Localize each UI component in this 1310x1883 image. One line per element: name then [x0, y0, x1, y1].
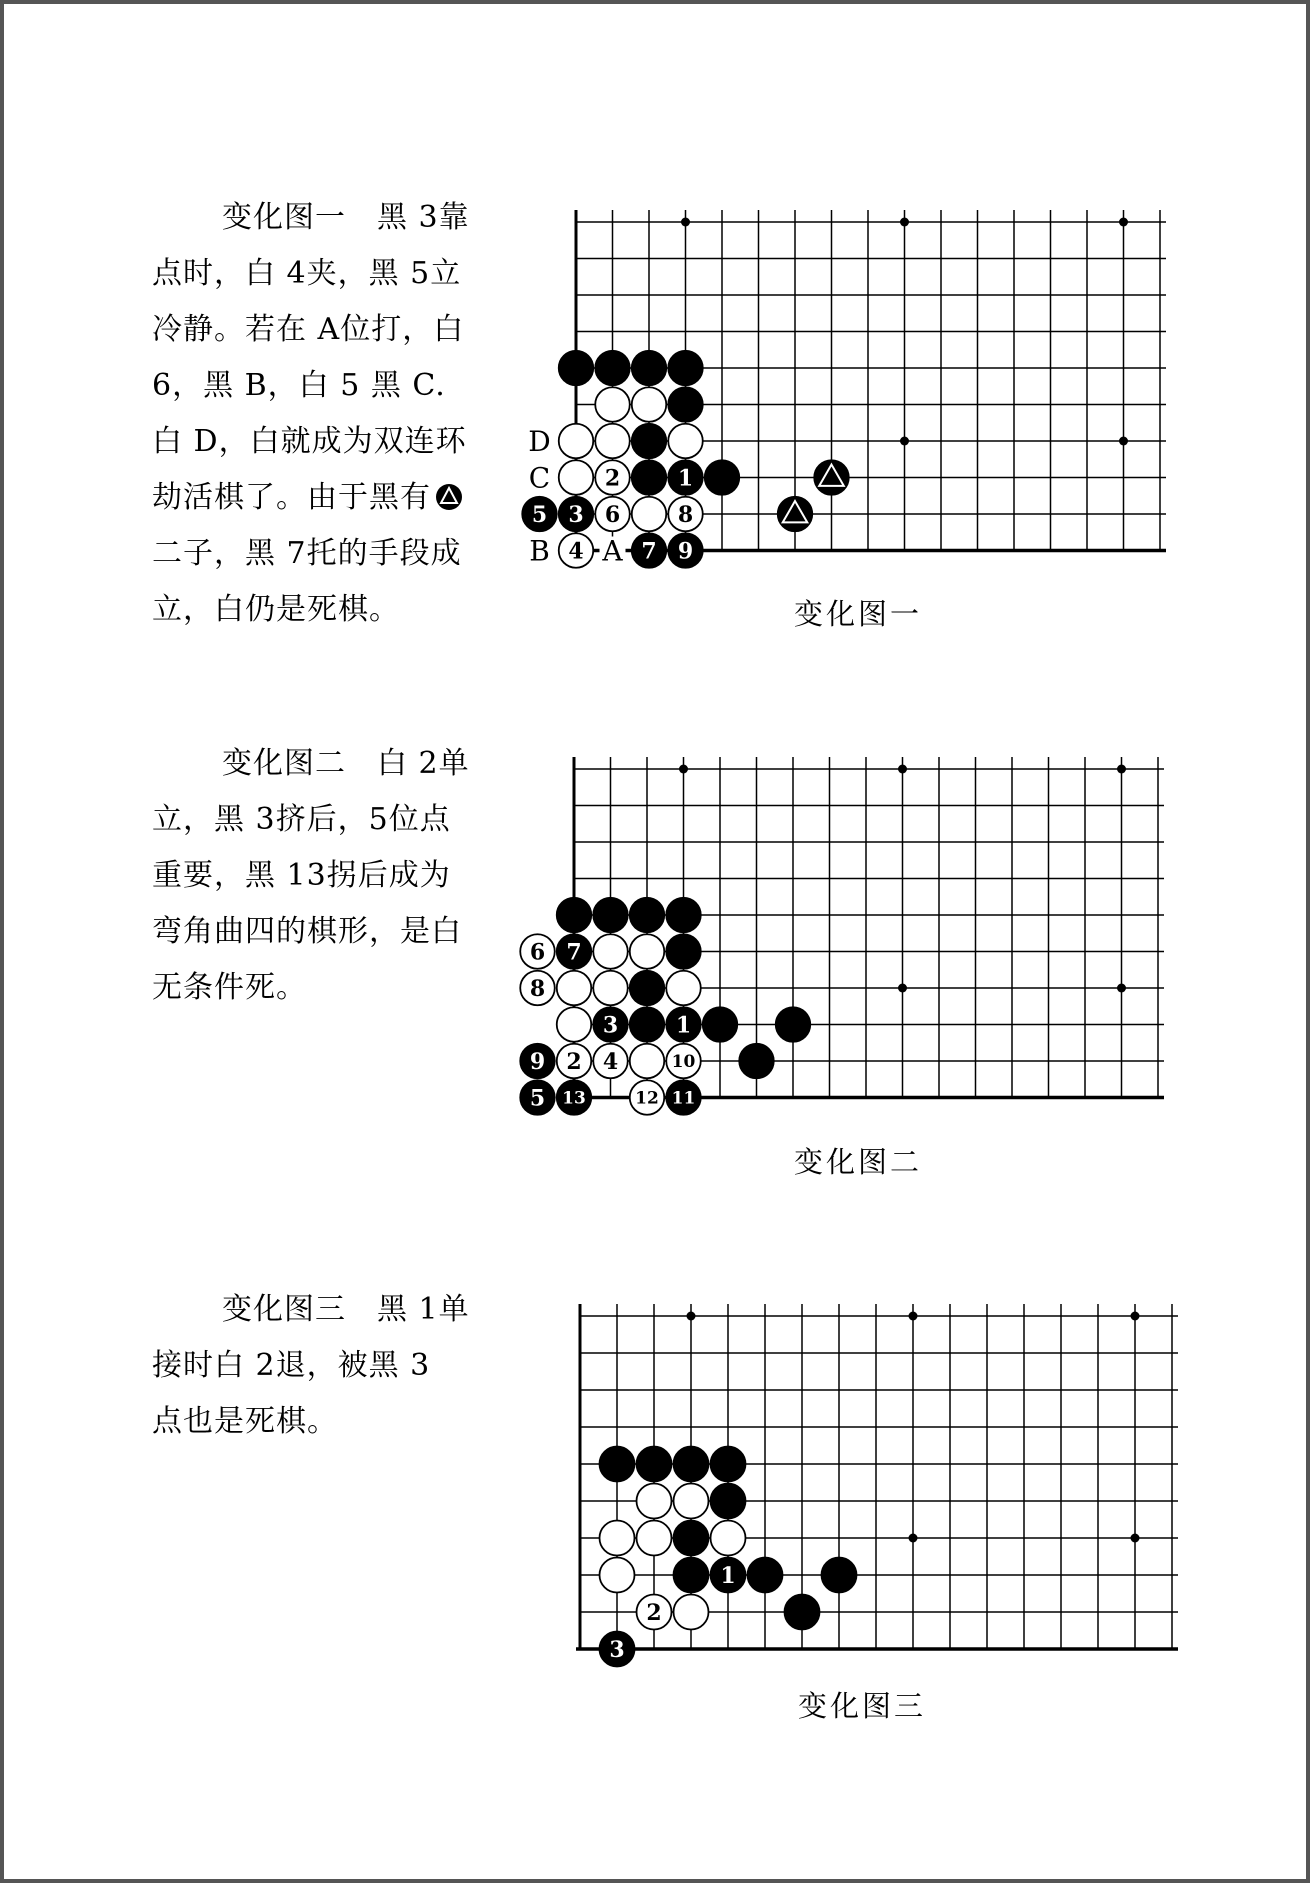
black-stone [666, 1080, 701, 1115]
desc-line: 点时，白 4夹，黑 5立 [152, 256, 462, 291]
svg-text:1: 1 [675, 1012, 692, 1039]
black-stone [668, 351, 703, 386]
star-point [900, 437, 909, 446]
board-letter-marker [527, 425, 553, 458]
black-stone [637, 1447, 672, 1482]
black-stone [666, 898, 701, 933]
black-stone [778, 497, 813, 532]
white-stone [520, 971, 555, 1006]
star-point [687, 1312, 696, 1321]
star-point [909, 1534, 918, 1543]
svg-text:9: 9 [677, 538, 694, 565]
black-stone [785, 1595, 820, 1630]
white-stone [595, 387, 630, 422]
star-point [1117, 984, 1126, 993]
star-point [681, 218, 690, 227]
white-stone [637, 1484, 672, 1519]
black-stone [600, 1632, 635, 1667]
black-stone [674, 1447, 709, 1482]
black-stone [668, 387, 703, 422]
white-stone [637, 1595, 672, 1630]
board-letter-marker [527, 535, 553, 568]
desc-line: 劫活棋了。由于黑有 [152, 470, 512, 526]
white-stone [630, 1044, 665, 1079]
white-stone [637, 1521, 672, 1556]
svg-text:D: D [528, 425, 551, 458]
svg-text:2: 2 [646, 1599, 662, 1626]
black-stone [632, 533, 667, 568]
svg-text:4: 4 [568, 538, 584, 565]
white-stone [595, 460, 630, 495]
black-stone [522, 497, 557, 532]
white-stone [559, 424, 594, 459]
white-stone [557, 971, 592, 1006]
go-board-svg [544, 1286, 1174, 1666]
svg-text:1: 1 [720, 1562, 736, 1589]
diagram-2-caption: 变化图二 [794, 1145, 923, 1179]
white-stone [630, 1080, 665, 1115]
svg-text:13: 13 [562, 1088, 586, 1109]
desc-line: 点也是死棋。 [152, 1404, 338, 1439]
black-stone [739, 1044, 774, 1079]
svg-text:6: 6 [604, 501, 621, 528]
go-board-1 [528, 192, 1164, 576]
black-stone [705, 460, 740, 495]
black-stone [630, 1007, 665, 1042]
white-stone [600, 1558, 635, 1593]
black-stone [703, 1007, 738, 1042]
star-point [898, 765, 907, 774]
desc-line: 白 D，白就成为双连环 [152, 424, 467, 459]
go-board-3 [544, 1286, 1174, 1670]
svg-text:11: 11 [671, 1088, 696, 1109]
svg-text:10: 10 [671, 1052, 696, 1073]
black-stone [557, 1080, 592, 1115]
svg-text:7: 7 [566, 939, 582, 966]
black-stone [748, 1558, 783, 1593]
desc-line: 弯角曲四的棋形，是白 [152, 914, 462, 949]
white-stone [630, 934, 665, 969]
svg-text:7: 7 [641, 538, 657, 565]
white-stone [595, 424, 630, 459]
black-stone [711, 1558, 746, 1593]
desc-line: 变化图一 黑 3靠 [222, 200, 470, 235]
black-stone [557, 934, 592, 969]
svg-text:3: 3 [609, 1636, 625, 1663]
go-board-svg [529, 739, 1164, 1119]
white-stone [557, 1007, 592, 1042]
black-stone [595, 351, 630, 386]
svg-text:3: 3 [568, 501, 584, 528]
star-point [1131, 1312, 1140, 1321]
desc-line: 无条件死。 [152, 970, 307, 1005]
black-stone [630, 898, 665, 933]
white-stone [674, 1484, 709, 1519]
black-stone [632, 351, 667, 386]
svg-text:5: 5 [531, 501, 548, 528]
desc-line: 接时白 2退，被黑 3 [152, 1348, 431, 1383]
svg-text:C: C [528, 461, 551, 495]
diagram-3-description [152, 1282, 512, 1450]
black-stone [776, 1007, 811, 1042]
svg-text:B: B [529, 534, 550, 568]
black-stone [822, 1558, 857, 1593]
white-stone [668, 497, 703, 532]
black-stone [674, 1558, 709, 1593]
svg-text:5: 5 [529, 1085, 546, 1112]
white-stone [674, 1595, 709, 1630]
svg-text:1: 1 [677, 465, 694, 492]
black-stone [668, 533, 703, 568]
star-point [679, 765, 688, 774]
black-stone [666, 934, 701, 969]
svg-text:12: 12 [635, 1088, 659, 1109]
board-letter-marker [527, 462, 553, 495]
black-stone [814, 460, 849, 495]
black-stone [630, 971, 665, 1006]
white-stone [559, 460, 594, 495]
desc-line: 变化图二 白 2单 [222, 746, 470, 781]
white-stone [593, 1044, 628, 1079]
star-point [1119, 437, 1128, 446]
desc-line: 二子，黑 7托的手段成 [152, 536, 462, 571]
svg-text:2: 2 [604, 465, 621, 492]
white-stone [632, 497, 667, 532]
svg-text:3: 3 [602, 1012, 619, 1039]
white-stone [632, 387, 667, 422]
black-stone [557, 898, 592, 933]
black-stone [711, 1447, 746, 1482]
desc-line: 重要，黑 13拐后成为 [152, 858, 451, 893]
black-stone [632, 460, 667, 495]
desc-line: 立，黑 3挤后，5位点 [152, 802, 451, 837]
svg-text:6: 6 [529, 939, 546, 966]
star-point [909, 1312, 918, 1321]
star-point [898, 984, 907, 993]
svg-text:9: 9 [529, 1048, 546, 1075]
black-stone [674, 1521, 709, 1556]
black-stone [600, 1447, 635, 1482]
star-point [1119, 218, 1128, 227]
white-stone [593, 934, 628, 969]
white-stone [595, 497, 630, 532]
desc-line: 立，白仍是死棋。 [152, 592, 400, 627]
black-stone [559, 351, 594, 386]
black-stone [520, 1080, 555, 1115]
svg-text:8: 8 [529, 975, 546, 1002]
desc-line: 变化图三 黑 1单 [222, 1292, 470, 1327]
go-board-2 [529, 739, 1164, 1123]
svg-text:4: 4 [602, 1048, 619, 1075]
black-stone [520, 1044, 555, 1079]
desc-line: 冷静。若在 A位打，白 [152, 312, 465, 347]
black-stone [593, 1007, 628, 1042]
diagram-1-caption: 变化图一 [794, 597, 923, 631]
svg-text:A: A [602, 534, 623, 568]
white-stone [711, 1521, 746, 1556]
diagram-1-description [152, 190, 512, 638]
white-stone [600, 1521, 635, 1556]
star-point [900, 218, 909, 227]
black-stone [711, 1484, 746, 1519]
desc-line: 6，黑 B，白 5 黑 C. [152, 368, 446, 403]
black-stone [668, 460, 703, 495]
white-stone [593, 971, 628, 1006]
diagram-2-description [152, 736, 512, 1016]
diagram-3-caption: 变化图三 [798, 1689, 927, 1723]
triangle-black-stone-icon [435, 483, 463, 511]
white-stone [668, 424, 703, 459]
black-stone [632, 424, 667, 459]
white-stone [520, 934, 555, 969]
black-stone [593, 898, 628, 933]
go-board-svg [528, 192, 1164, 572]
white-stone [666, 971, 701, 1006]
svg-text:8: 8 [677, 501, 694, 528]
board-letter-marker [600, 535, 626, 568]
black-stone [559, 497, 594, 532]
black-stone [666, 1007, 701, 1042]
svg-text:2: 2 [566, 1048, 582, 1075]
white-stone [666, 1044, 701, 1079]
star-point [1117, 765, 1126, 774]
star-point [1131, 1534, 1140, 1543]
white-stone [559, 533, 594, 568]
white-stone [557, 1044, 592, 1079]
